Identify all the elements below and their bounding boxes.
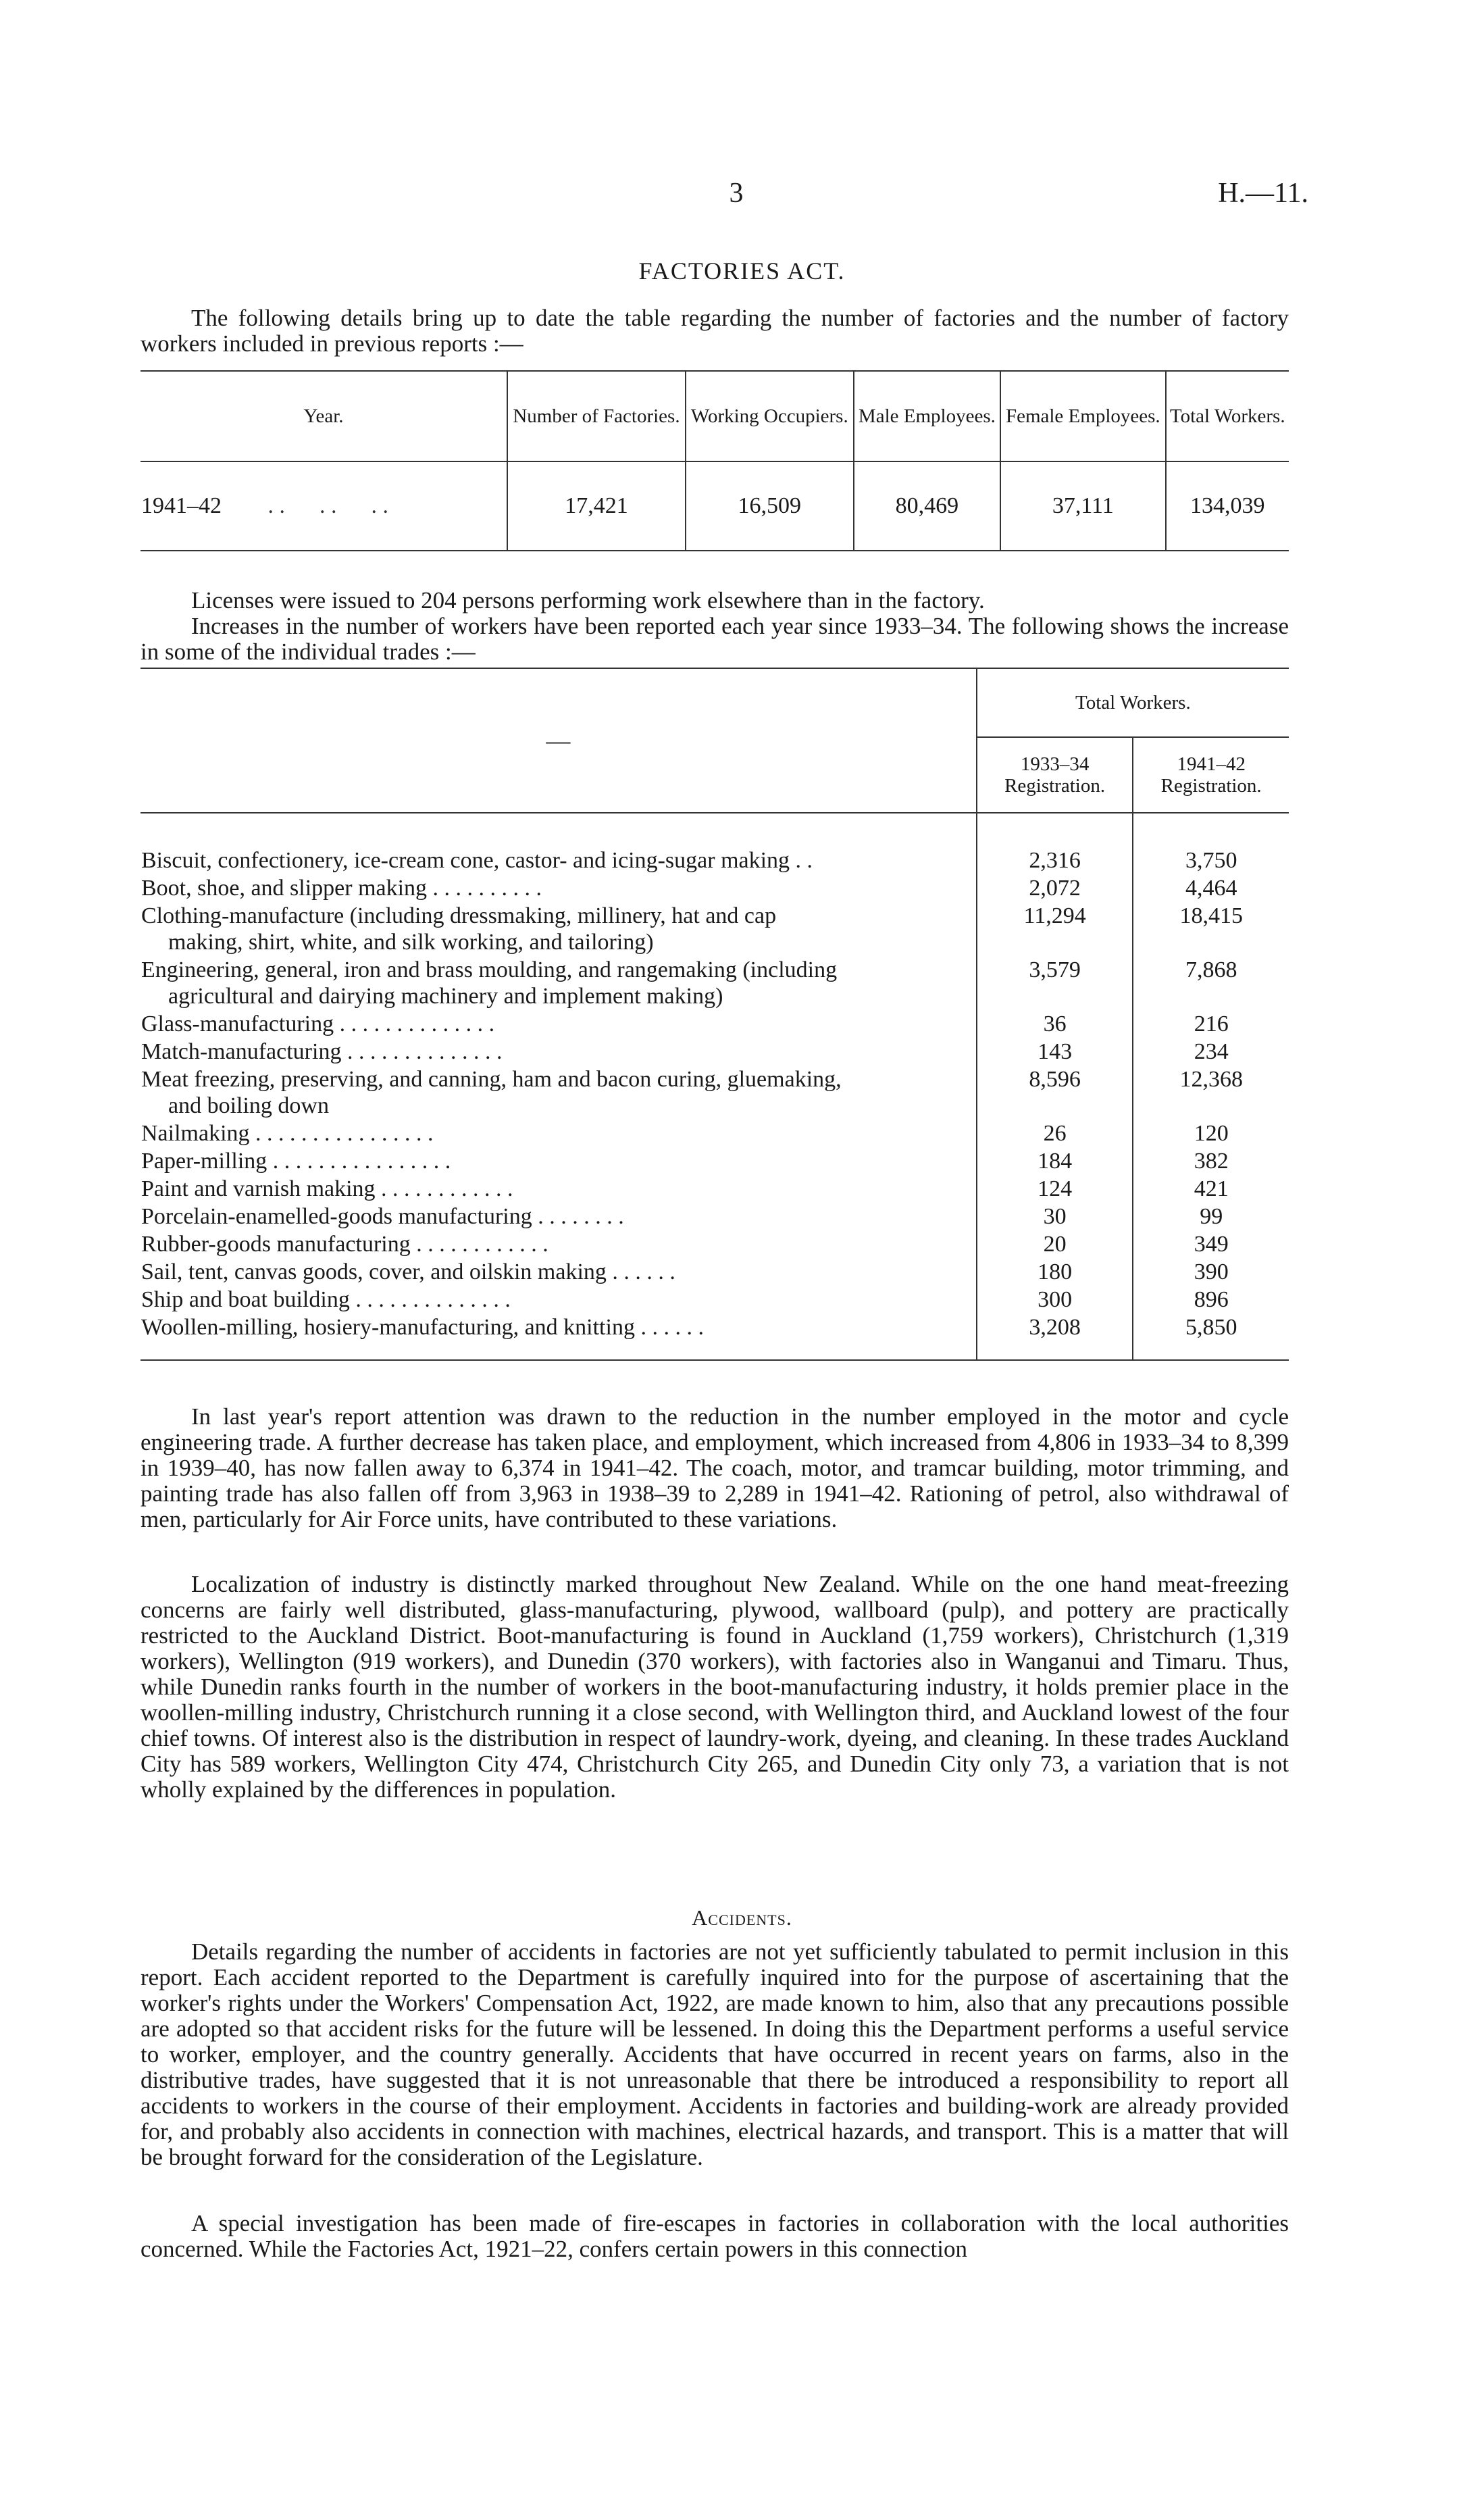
table-row (140, 1258, 1289, 1286)
trade-name: Boot, shoe, and slipper making . . . . . . . . . . (141, 876, 542, 901)
year-cell (140, 461, 507, 551)
trade-name: Match-manufacturing . . . . . . . . . . . . . . (141, 1039, 503, 1064)
table-row (140, 956, 1289, 1010)
table-row (140, 1230, 1289, 1258)
trade-name: Paint and varnish making . . . . . . . . . . . . (141, 1176, 513, 1201)
table-row (140, 1038, 1289, 1066)
value-1933-34: 8,596 (977, 1066, 1133, 1120)
value-1941-42: 234 (1133, 1038, 1289, 1066)
table-row (140, 1203, 1289, 1230)
table-row (140, 1286, 1289, 1313)
trade-name: Nailmaking . . . . . . . . . . . . . . . . (141, 1121, 434, 1146)
intro-paragraph: The following details bring up to date the table regarding the number of factories and the number of factory workers included in previous reports :— (140, 305, 1289, 357)
table-row (140, 1147, 1289, 1175)
value-1941-42: 120 (1133, 1120, 1289, 1147)
trade-name: Rubber-goods manufacturing . . . . . . . . . . . . (141, 1232, 548, 1257)
accidents-paragraph: Details regarding the number of accidents in factories are not yet sufficiently tabulated to permit inclusion in this report. Each accident reported to the Department is carefully inquired into for the purpose of ascertaining that the worker's rights under the Workers' Compensation Act, 1922, are made known to him, also that any precautions possible are adopted so that accident risks for the future will be lessened. In doing this the Department performs a useful service to worker, employer, and the country generally. Accidents that have occurred in recent years on farms, also in the distributive trades, have suggested that it is not unreasonable that there be introduced a responsibility to report all accidents to workers in the course of their employment. Accidents in factories and building-work are already provided for, and probably also accidents in connection with machines, electrical hazards, and transport. This is a matter that will be brought forward for the consideration of the Legislature. (140, 1938, 1289, 2170)
licenses-paragraph: Licenses were issued to 204 persons performing work elsewhere than in the factory. (191, 587, 985, 613)
table-row (140, 1066, 1289, 1120)
table-row (140, 813, 1289, 874)
table-header-row (140, 668, 1289, 737)
value-1941-42: 3,750 (1133, 813, 1289, 874)
cell-female: 37,111 (1000, 461, 1165, 551)
value-1933-34: 3,579 (977, 956, 1133, 1010)
value-1933-34: 180 (977, 1258, 1133, 1286)
header-year: Year. (303, 405, 344, 427)
value-1933-34: 124 (977, 1175, 1133, 1203)
value-1941-42: 390 (1133, 1258, 1289, 1286)
value-1941-42: 421 (1133, 1175, 1289, 1203)
value-1933-34: 143 (977, 1038, 1133, 1066)
page-reference: H.—11. (1218, 178, 1308, 209)
value-1933-34: 30 (977, 1203, 1133, 1230)
trade-name: Biscuit, confectionery, ice-cream cone, castor- and icing-sugar making . . (141, 848, 813, 873)
cell-factories: 17,421 (507, 461, 686, 551)
factories-table (140, 370, 1289, 551)
value-1933-34: 3,208 (977, 1313, 1133, 1360)
fire-escapes-paragraph: A special investigation has been made of fire-escapes in factories in collaboration with the local authorities concerned. While the Factories Act, 1921–22, confers certain powers in this connection (140, 2210, 1289, 2262)
trades-table (140, 668, 1289, 1361)
trade-name: Sail, tent, canvas goods, cover, and oilskin making . . . . . . (141, 1259, 675, 1284)
header-1933-34: 1933–34 Registration. (977, 737, 1133, 813)
table-header-row (140, 371, 1289, 461)
value-1941-42: 18,415 (1133, 902, 1289, 956)
trade-name: Glass-manufacturing . . . . . . . . . . . . . . (141, 1011, 495, 1036)
value-1941-42: 382 (1133, 1147, 1289, 1175)
value-1941-42: 896 (1133, 1286, 1289, 1313)
table-row (140, 902, 1289, 956)
table-row (140, 461, 1289, 551)
accidents-heading: Accidents. (692, 1905, 792, 1930)
value-1941-42: 12,368 (1133, 1066, 1289, 1120)
value-1933-34: 26 (977, 1120, 1133, 1147)
table-row (140, 874, 1289, 902)
header-factories: Number of Factories. (507, 371, 686, 461)
trade-name: Paper-milling . . . . . . . . . . . . . . . . (141, 1149, 451, 1174)
header-1941-42: 1941–42 Registration. (1133, 737, 1289, 813)
header-total-workers: Total Workers. (977, 668, 1289, 737)
table-row (140, 1175, 1289, 1203)
trade-name: Ship and boat building . . . . . . . . . . . . . . (141, 1287, 511, 1312)
trade-name: Clothing-manufacture (including dressmaking, millinery, hat and cap making, shirt, white, and silk working, and tailoring) (141, 903, 777, 955)
increase-paragraph: Increases in the number of workers have been reported each year since 1933–34. The following shows the increase in some of the individual trades :— (140, 613, 1289, 665)
value-1933-34: 11,294 (977, 902, 1133, 956)
value-1941-42: 7,868 (1133, 956, 1289, 1010)
trade-name: Woollen-milling, hosiery-manufacturing, and knitting . . . . . . (141, 1315, 704, 1340)
localization-paragraph: Localization of industry is distinctly marked throughout New Zealand. While on the one hand meat-freezing concerns are fairly well distributed, glass-manufacturing, plywood, wallboard (pulp), and pottery are practically restricted to the Auckland District. Boot-manufacturing is found in Auckland (1,759 workers), Christchurch (1,319 workers), Wellington (919 workers), and Dunedin (370 workers), with factories also in Wanganui and Timaru. Thus, while Dunedin ranks fourth in the number of workers in the boot-manufacturing industry, it holds premier place in the woollen-milling industry, Christchurch running it a close second, with Wellington third, and Auckland lowest of the four chief towns. Of interest also is the distribution in respect of laundry-work, dyeing, and cleaning. In these trades Auckland City has 589 workers, Wellington City 474, Christchurch City 265, and Dunedin City only 73, a variation that is not wholly explained by the differences in population. (140, 1571, 1289, 1803)
header-total: Total Workers. (1166, 371, 1289, 461)
header-occupiers: Working Occupiers. (686, 371, 854, 461)
value-1941-42: 4,464 (1133, 874, 1289, 902)
leader-dots: . . . . . . (267, 493, 388, 518)
year-label: 1941–42 (141, 493, 222, 518)
value-1933-34: 20 (977, 1230, 1133, 1258)
cell-total: 134,039 (1166, 461, 1289, 551)
page-number: 3 (729, 178, 744, 209)
value-1933-34: 2,316 (977, 813, 1133, 874)
value-1933-34: 36 (977, 1010, 1133, 1038)
table-row (140, 1120, 1289, 1147)
cell-occupiers: 16,509 (686, 461, 854, 551)
value-1933-34: 2,072 (977, 874, 1133, 902)
header-female: Female Employees. (1000, 371, 1165, 461)
trade-name: Porcelain-enamelled-goods manufacturing . . . . . . . . (141, 1204, 624, 1229)
value-1933-34: 184 (977, 1147, 1133, 1175)
trade-name: Engineering, general, iron and brass moulding, and rangemaking (including agricultural and dairying machinery and implement making) (141, 957, 838, 1009)
header-male: Male Employees. (854, 371, 1000, 461)
value-1941-42: 5,850 (1133, 1313, 1289, 1360)
cell-male: 80,469 (854, 461, 1000, 551)
value-1933-34: 300 (977, 1286, 1133, 1313)
trade-name: Meat freezing, preserving, and canning, ham and bacon curing, gluemaking, and boiling down (141, 1067, 842, 1118)
value-1941-42: 99 (1133, 1203, 1289, 1230)
stub-header: — (546, 727, 571, 754)
page-title: FACTORIES ACT. (638, 257, 846, 284)
value-1941-42: 349 (1133, 1230, 1289, 1258)
table-row (140, 1010, 1289, 1038)
value-1941-42: 216 (1133, 1010, 1289, 1038)
table-row (140, 1313, 1289, 1360)
motor-paragraph: In last year's report attention was drawn to the reduction in the number employed in the motor and cycle engineering trade. A further decrease has taken place, and employment, which increased from 4,806 in 1933–34 to 8,399 in 1939–40, has now fallen away to 6,374 in 1941–42. The coach, motor, and tramcar building, motor trimming, and painting trade has also fallen off from 3,963 in 1938–39 to 2,289 in 1941–42. Rationing of petrol, also withdrawal of men, particularly for Air Force units, have contributed to these variations. (140, 1403, 1289, 1532)
